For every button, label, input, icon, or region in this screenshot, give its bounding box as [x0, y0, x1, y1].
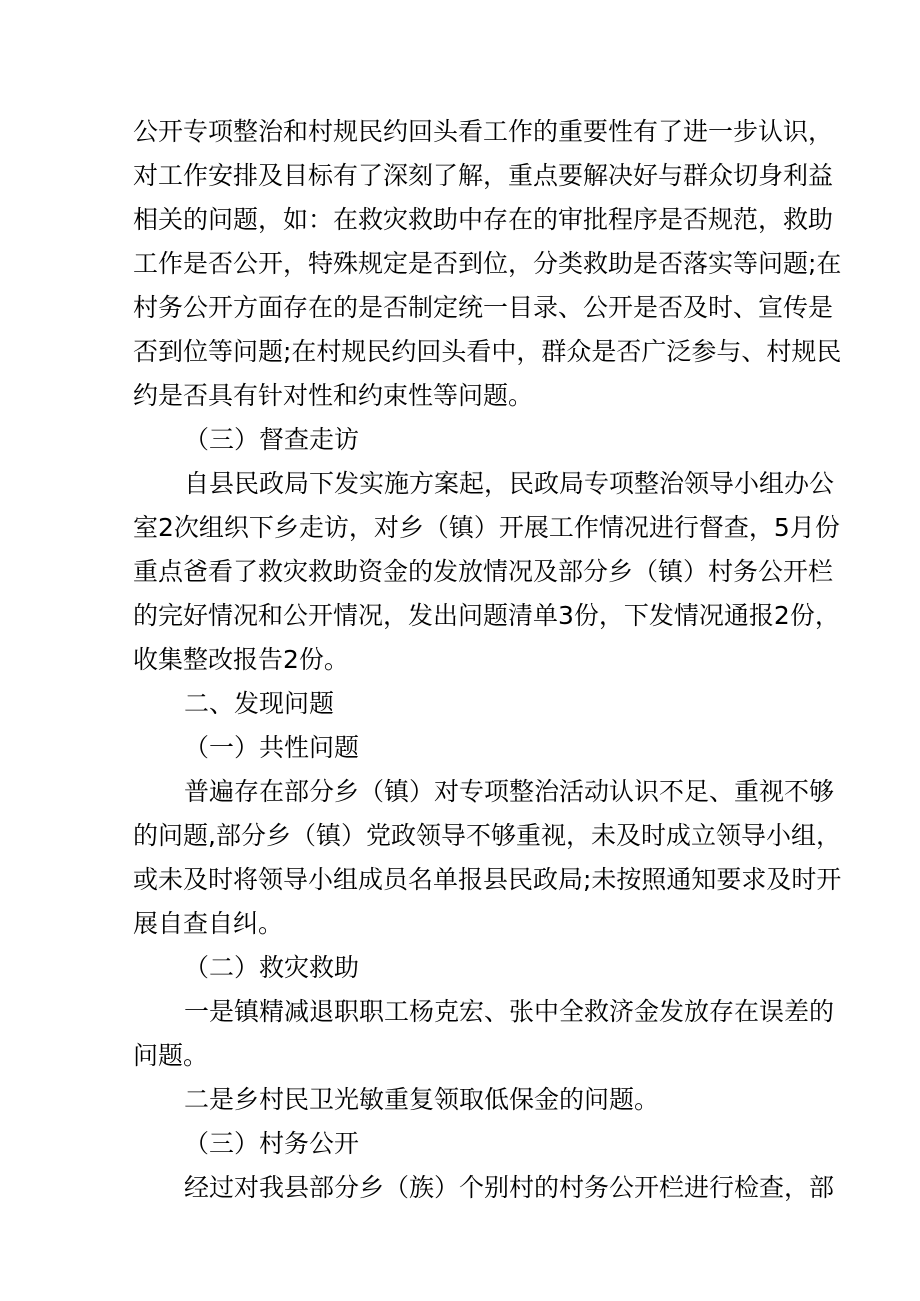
- text-line: 问题。: [133, 1041, 209, 1070]
- text-line: 相关的问题，如：在救灾救助中存在的审批程序是否规范，救助: [133, 205, 834, 234]
- text-line: 一是镇精减退职职工杨克宏、张中全救济金发放存在误差的: [184, 997, 835, 1026]
- text-line: 对工作安排及目标有了深刻了解，重点要解决好与群众切身利益: [133, 161, 834, 190]
- section-heading: （二）救灾救助: [184, 953, 360, 982]
- section-heading: （三）督查走访: [184, 425, 360, 454]
- text-line: 约是否具有针对性和约束性等问题。: [133, 381, 534, 410]
- text-line: 自县民政局下发实施方案起，民政局专项整治领导小组办公: [184, 469, 835, 498]
- text-line: 的完好情况和公开情况，发出问题清单3份，下发情况通报2份，: [133, 601, 840, 630]
- text-line: 室2次组织下乡走访，对乡（镇）开展工作情况进行督查，5月份: [133, 513, 840, 542]
- text-line: 展自查自纠。: [133, 909, 284, 938]
- section-heading: （三）村务公开: [184, 1129, 360, 1158]
- text-line: 公开专项整治和村规民约回头看工作的重要性有了进一步认识，: [133, 117, 834, 146]
- section-heading: 二、发现问题: [184, 689, 335, 718]
- text-line: 或未及时将领导小组成员名单报县民政局;未按照通知要求及时开: [133, 865, 842, 894]
- text-line: 村务公开方面存在的是否制定统一目录、公开是否及时、宣传是: [133, 293, 834, 322]
- text-line: 重点爸看了救灾救助资金的发放情况及部分乡（镇）村务公开栏: [133, 557, 834, 586]
- text-line: 的问题,部分乡（镇）党政领导不够重视，未及时成立领导小组，: [133, 821, 841, 850]
- text-line: 工作是否公开，特殊规定是否到位，分类救助是否落实等问题;在: [133, 249, 842, 278]
- text-line: 普遍存在部分乡（镇）对专项整治活动认识不足、重视不够: [184, 777, 835, 806]
- text-line: 二是乡村民卫光敏重复领取低保金的问题。: [184, 1085, 660, 1114]
- text-line: 经过对我县部分乡（族）个别村的村务公开栏进行检查，部: [184, 1173, 835, 1202]
- section-heading: （一）共性问题: [184, 733, 360, 762]
- text-line: 否到位等问题;在村规民约回头看中，群众是否广泛参与、村规民: [133, 337, 842, 366]
- text-line: 收集整改报告2份。: [133, 645, 349, 674]
